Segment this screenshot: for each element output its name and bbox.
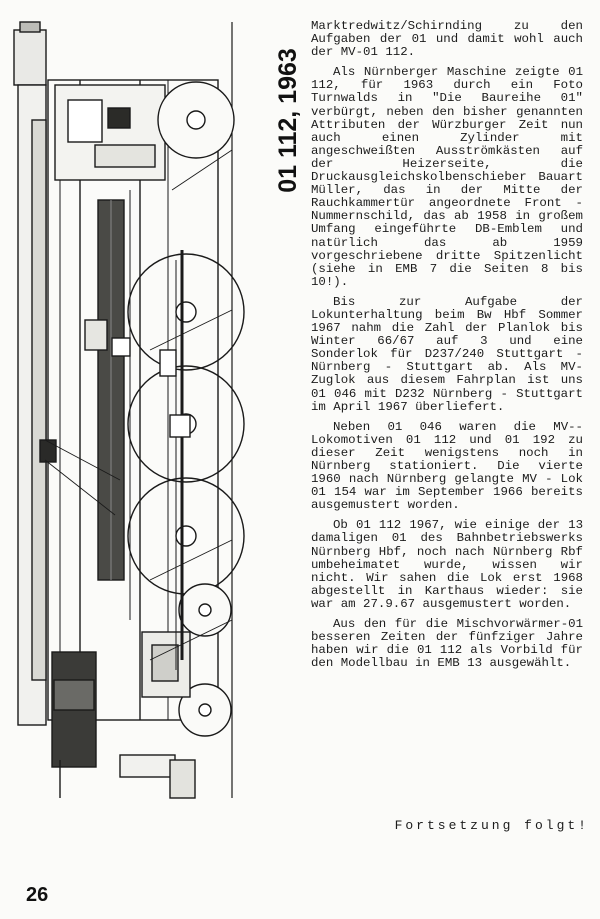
paragraph-5: Ob 01 112 1967, wie einige der 13 damaligen 01 des Bahnbetriebswerks Nürnberg Hbf, noch nach Nürnberg Rbf umbeheimatet wurde, wissen wir nicht. Wir sahen die Lok erst 1968 abgestellt in Karthaus wieder: sie war am 27.9.67 ausgemustert worden.	[311, 518, 583, 611]
page-number: 26	[26, 884, 49, 906]
paragraph-2: Als Nürnberger Maschine zeigte 01 112, für 1963 durch ein Foto Turnwalds in "Die Baureihe 01" verbürgt, neben den bisher genannten Attributen der Würzburger Zeit nun auch einen Zylinder mit angeschweißten Ausströmkästen auf der Heizerseite, die Druckausgleichskolbenschieber Bauart Müller, das in der Mitte der Rauchkammertür angeordnete Front - Nummernschild, das ab 1958 in großem Umfang eingeführte DB-Emblem und natürlich das ab 1959 vorgeschriebene dritte Spitzenlicht (siehe in EMB 7 die Seiten 8 bis 10!).	[311, 65, 583, 289]
article-text	[311, 20, 583, 677]
drawing-label	[268, 40, 308, 200]
continuation-note: Fortsetzung folgt!	[394, 818, 589, 833]
paragraph-1: Marktredwitz/Schirnding zu den Aufgaben der 01 und damit wohl auch der MV-01 112.	[311, 19, 583, 60]
drawing-label-text: 01 112, 1963	[273, 47, 302, 193]
paragraph-6: Aus den für die Mischvorwärmer-01 besseren Zeiten der fünfziger Jahre haben wir die 01 112 als Vorbild für den Modellbau in EMB 13 ausgewählt.	[311, 617, 583, 671]
paragraph-4: Neben 01 046 waren die MV--Lokomotiven 01 112 und 01 192 zu dieser Zeit wenigstens noch in Nürnberg stationiert. Die vierte 1960 nach Nürnberg gelangte MV - Lok 01 154 war im September 1966 bereits ausgemustert worden.	[311, 419, 583, 513]
locomotive-drawing	[0, 20, 305, 800]
paragraph-3: Bis zur Aufgabe der Lokunterhaltung beim Bw Hbf Sommer 1967 nahm die Zahl der Planlok bis Winter 66/67 auf 3 und eine Sonderlok für D237/240 Stuttgart - Nürnberg - Stuttgart ab. Als MV-Zuglok aus diesem Fahrplan ist uns 01 046 mit D232 Nürnberg - Stuttgart im April 1967 überliefert.	[311, 294, 583, 414]
